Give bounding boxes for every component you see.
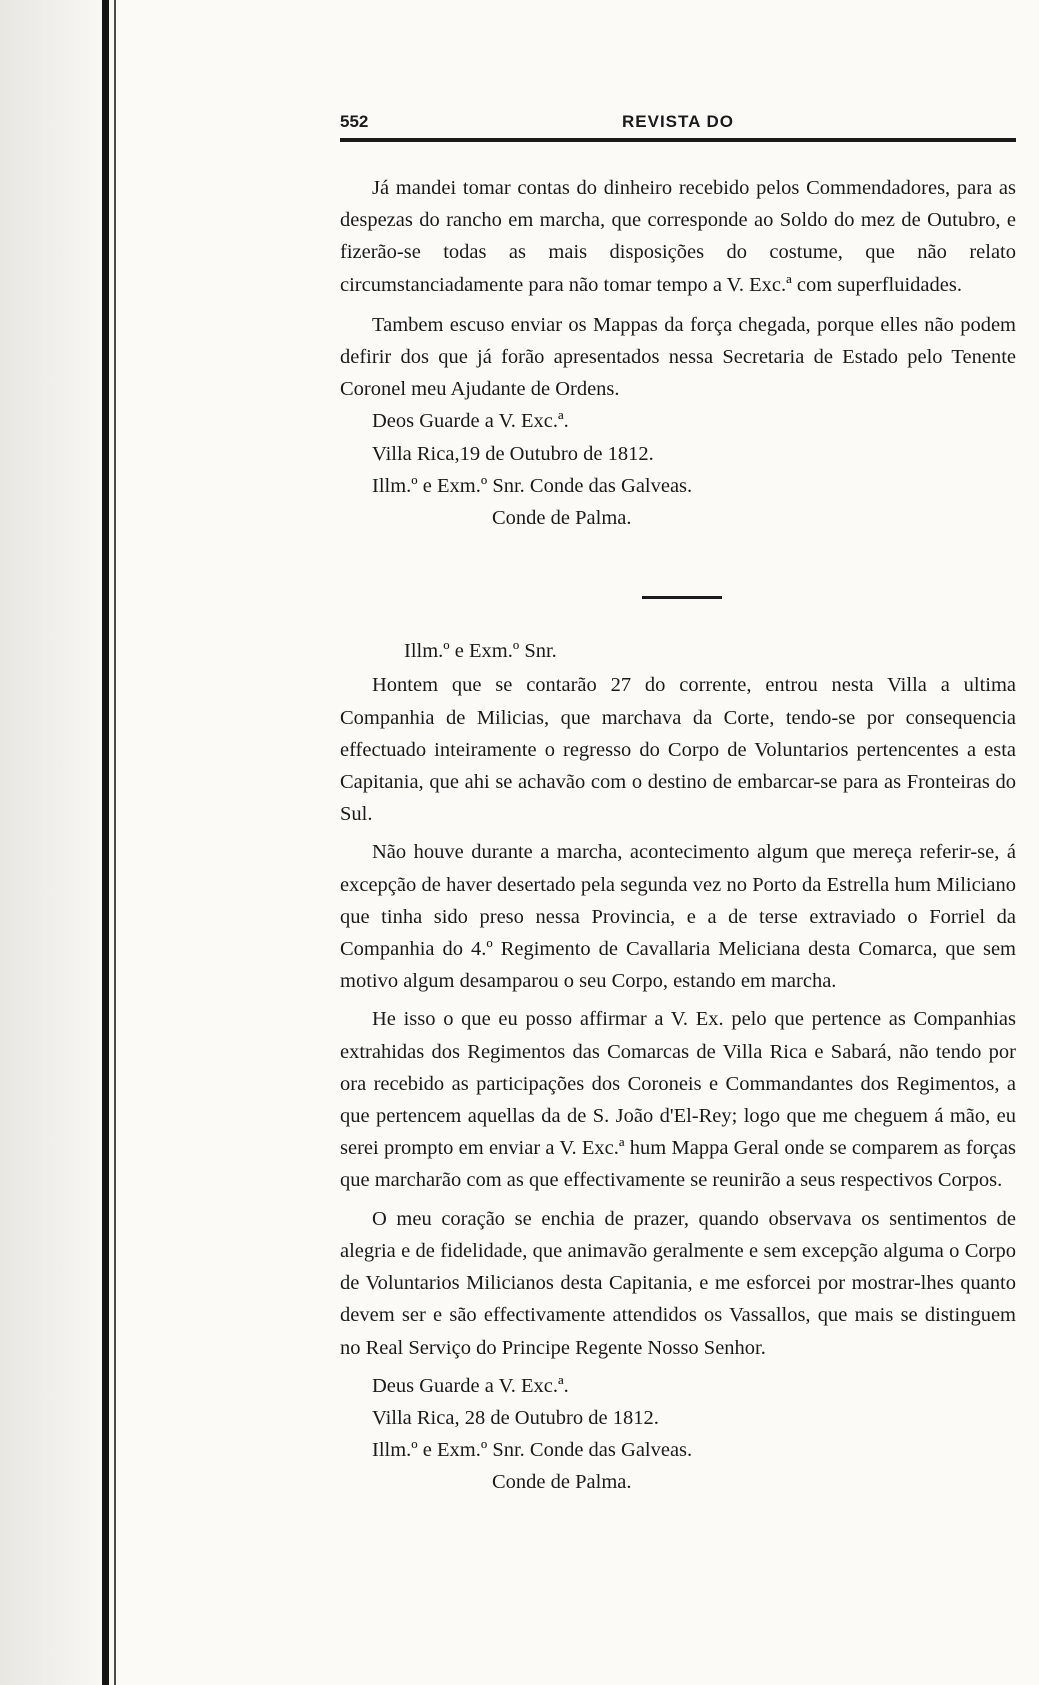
letter-two-addressee: Illm.º e Exm.º Snr. Conde das Galveas. [372,1439,693,1462]
letter-one-paragraph: Já mandei tomar contas do dinheiro recebido pelos Commendadores, para as despezas do rancho em marcha, que corresponde ao Soldo do mez de Outubro, e fizerão-se todas as mais disposições do costume, que não relato circumstanciadamente para não tomar tempo a V. Exc.ª com superfluidades. [340,177,1016,296]
letter-two-signature: Conde de Palma. [492,1471,632,1494]
page-body [340,172,1016,1499]
page-header [340,108,1016,136]
letter-two-paragraph: He isso o que eu posso affirmar a V. Ex. pelo que pertence as Companhias extrahidas dos Regimentos das Comarcas de Villa Rica e Sabará, não tendo por ora recebido as participações dos Coroneis e Commandantes dos Regimentos, a que pertencem aquellas da de S. João d'El-Rey; logo que me cheguem á mão, eu serei prompto em enviar a V. Exc.ª hum Mappa Geral onde se comparem as forças que marcharão com as que effectivamente se reunirão a seus respectivos Corpos. [340,1008,1016,1192]
letter-one-paragraph: Tambem escuso enviar os Mappas da força chegada, porque elles não podem defirir dos que já forão apresentados nessa Secretaria de Estado pelo Tenente Coronel meu Ajudante de Ordens. [340,313,1016,401]
letter-one-dateline: Villa Rica,19 de Outubro de 1812. [372,442,654,465]
letter-one [340,172,1016,534]
letter-one-closing: Deos Guarde a V. Exc.ª. [372,410,569,433]
letter-one-signature: Conde de Palma. [492,507,632,530]
header-rule [340,138,1016,142]
letter-two-salutation: Illm.º e Exm.º Snr. [404,640,557,663]
binding-edge-rule [102,0,109,1685]
page-number: 552 [340,112,369,131]
letter-two-paragraph: O meu coração se enchia de prazer, quando observava os sentimentos de alegria e de fidelidade, que animavão geralmente e sem excepção alguma o Corpo de Voluntarios Milicianos desta Capitania, e me esforcei por mostrar-lhes quanto devem ser e são effectivamente attendidos os Vassallos, que mais se distinguem no Real Serviço do Principe Regente Nosso Senhor. [340,1207,1016,1359]
letter-one-addressee: Illm.º e Exm.º Snr. Conde das Galveas. [372,474,693,497]
letter-two [340,635,1016,1498]
running-title: REVISTA DO [621,112,734,131]
letter-two-dateline: Villa Rica, 28 de Outubro de 1812. [372,1406,659,1429]
letter-two-paragraph: Não houve durante a marcha, acontecimento algum que mereça referir-se, á excepção de haver desertado pela segunda vez no Porto da Estrella hum Miliciano que tinha sido preso nessa Provincia, e a de terse extraviado o Forriel da Companhia do 4.º Regimento de Cavallaria Meliciana desta Comarca, que sem motivo algum desamparou o seu Corpo, estando em marcha. [340,841,1016,993]
binding-edge-line [114,0,116,1685]
letter-two-closing: Deus Guarde a V. Exc.ª. [372,1374,569,1397]
section-divider [642,596,722,599]
letter-two-paragraph: Hontem que se contarão 27 do corrente, entrou nesta Villa a ultima Companhia de Milicias, que marchava da Corte, tendo-se por consequencia effectuado inteiramente o regresso do Corpo de Voluntarios pertencentes a esta Capitania, que ahi se achavão com o destino de embarcar-se para as Fronteiras do Sul. [340,674,1016,826]
